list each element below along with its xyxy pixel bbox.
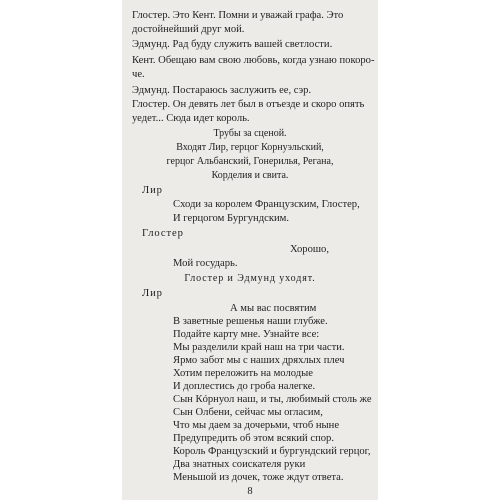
verse-line: Сходи за королем Французским, Глостер, xyxy=(173,199,360,210)
stage-direction: Глостер и Эдмунд уходят. xyxy=(184,273,316,284)
verse-line: Два знатных соискателя руки xyxy=(173,459,306,470)
verse-line: Хотим переложить на молодые xyxy=(173,368,313,379)
verse-line: Мой государь. xyxy=(173,258,238,269)
speaker-name: Лир xyxy=(142,185,163,196)
book-page xyxy=(122,0,378,500)
verse-line: Сын Олбени, сейчас мы огласим, xyxy=(173,407,323,418)
verse-line: Подайте карту мне. Узнайте все: xyxy=(173,329,320,340)
page-number: 8 xyxy=(247,486,253,497)
verse-line: Что мы даем за дочерьми, чтоб ныне xyxy=(173,420,340,431)
verse-line: Предупредить об этом всякий спор. xyxy=(173,433,334,444)
speaker-name: Глостер xyxy=(142,228,184,239)
verse-line: Сын Кóрнуол наш, и ты, любимый столь же xyxy=(173,394,372,405)
dialogue-line: че. xyxy=(132,69,145,80)
dialogue-line: Кент. Обещаю вам свою любовь, когда узнаю покоро- xyxy=(132,55,375,66)
verse-line: И герцогом Бургундским. xyxy=(173,213,289,224)
speaker-name: Лир xyxy=(142,288,163,299)
stage-direction: Корделия и свита. xyxy=(211,170,289,181)
verse-line: Ярмо забот мы с наших дряхлых плеч xyxy=(173,355,345,366)
verse-line: Меньшой из дочек, тоже ждут ответа. xyxy=(173,472,344,483)
verse-line: Хорошо, xyxy=(290,244,329,255)
stage-direction: Трубы за сценой. xyxy=(213,128,287,139)
stage-direction: герцог Альбанский, Гонерилья, Регана, xyxy=(166,156,334,167)
dialogue-line: уедет... Сюда идет король. xyxy=(132,113,250,124)
verse-line: В заветные решенья наши глубже. xyxy=(173,316,328,327)
verse-line: И доплестись до гроба налегке. xyxy=(173,381,316,392)
verse-line: Король Французский и бургундский герцог, xyxy=(173,446,371,457)
stage-direction: Входят Лир, герцог Корнуэльский, xyxy=(176,142,324,153)
dialogue-line: Глостер. Это Кент. Помни и уважай графа. Это xyxy=(132,10,344,21)
dialogue-line: достойнейший друг мой. xyxy=(132,24,245,35)
verse-line: А мы вас посвятим xyxy=(230,303,317,314)
dialogue-line: Эдмунд. Постараюсь заслужить ее, сэр. xyxy=(132,85,312,96)
dialogue-line: Эдмунд. Рад буду служить вашей светлости. xyxy=(132,39,333,50)
verse-line: Мы разделили край наш на три части. xyxy=(173,342,345,353)
dialogue-line: Глостер. Он девять лет был в отъезде и скоро опять xyxy=(132,99,365,110)
